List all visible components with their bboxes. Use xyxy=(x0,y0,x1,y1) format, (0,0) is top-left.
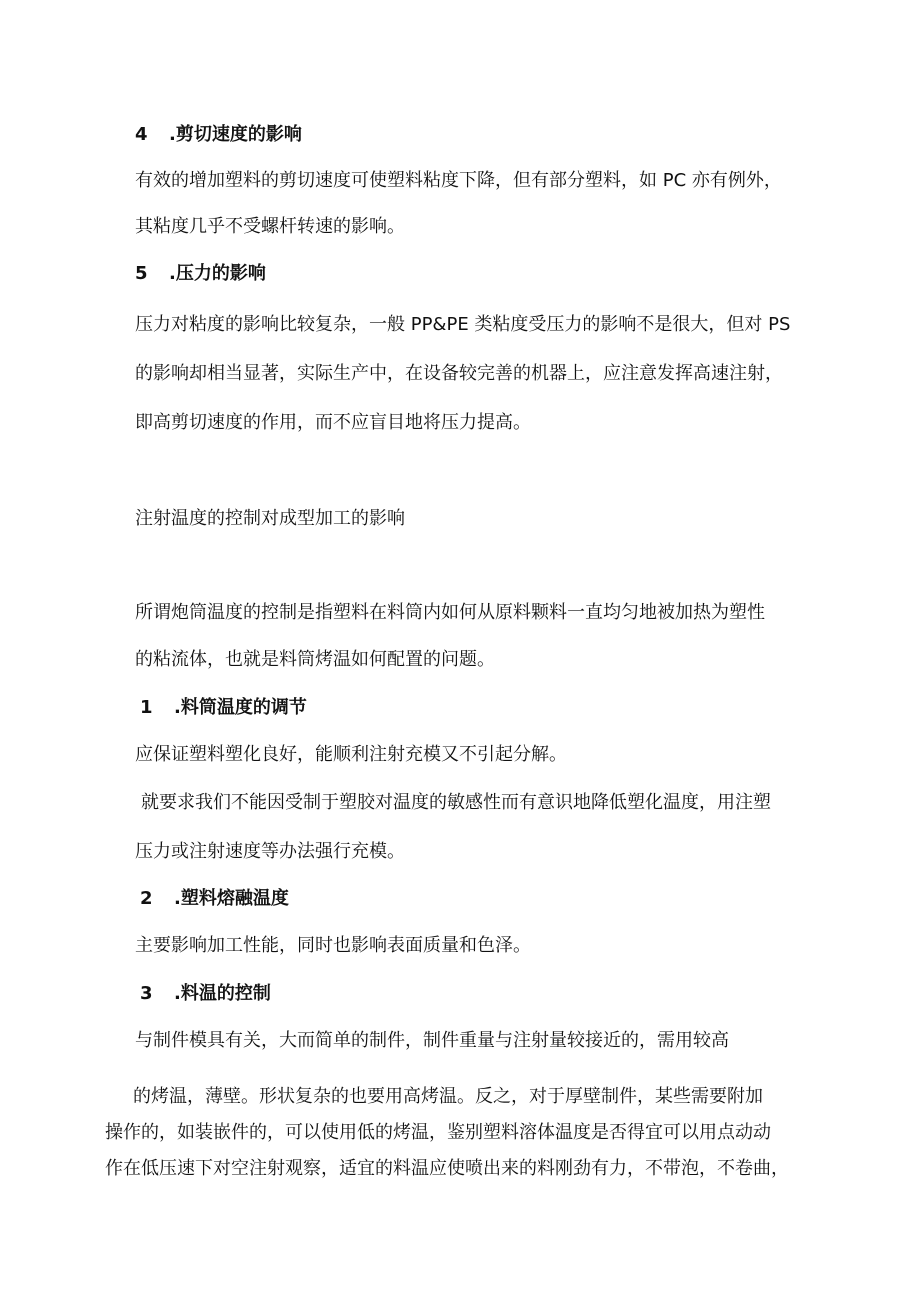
paragraph-line: 与制件模具有关，大而简单的制件，制件重量与注射量较接近的，需用较高 xyxy=(135,1030,729,1051)
temp-2-number: 2 xyxy=(140,888,153,909)
paragraph-line: 就要求我们不能因受制于塑胶对温度的敏感性而有意识地降低塑化温度，用注塑 xyxy=(141,792,771,813)
section-5-heading xyxy=(135,262,266,286)
section-5-number: 5 xyxy=(135,263,148,284)
paragraph-line: 作在低压速下对空注射观察，适宜的料温应使喷出来的料刚劲有力，不带泡，不卷曲， xyxy=(105,1158,789,1179)
paragraph-line: 的影响却相当显著，实际生产中，在设备较完善的机器上，应注意发挥高速注射， xyxy=(135,363,783,384)
paragraph-line: 的烤温，薄壁。形状复杂的也要用高烤温。反之，对于厚壁制件，某些需要附加 xyxy=(133,1086,763,1107)
paragraph-line: 其粘度几乎不受螺杆转速的影响。 xyxy=(135,216,405,237)
section-4-heading xyxy=(135,123,302,147)
paragraph-line: 有效的增加塑料的剪切速度可使塑料粘度下降，但有部分塑料，如 PC 亦有例外， xyxy=(135,170,782,191)
section-4-number: 4 xyxy=(135,124,148,145)
temp-1-title: .料筒温度的调节 xyxy=(174,697,307,718)
temp-3-heading xyxy=(140,982,271,1006)
paragraph-line: 操作的，如装嵌件的，可以使用低的烤温，鉴别塑料溶体温度是否得宜可以用点动动 xyxy=(105,1122,771,1143)
paragraph-line: 的粘流体，也就是料筒烤温如何配置的问题。 xyxy=(135,649,495,670)
paragraph-line: 即高剪切速度的作用，而不应盲目地将压力提高。 xyxy=(135,412,531,433)
temp-3-number: 3 xyxy=(140,983,153,1004)
section-4-title: .剪切速度的影响 xyxy=(169,124,302,145)
section-subtitle: 注射温度的控制对成型加工的影响 xyxy=(135,508,405,529)
paragraph-line: 压力或注射速度等办法强行充模。 xyxy=(135,841,405,862)
paragraph-line: 压力对粘度的影响比较复杂，一般 PP&PE 类粘度受压力的影响不是很大，但对 PS xyxy=(135,314,791,335)
paragraph-line: 所谓炮筒温度的控制是指塑料在料筒内如何从原料颗料一直均匀地被加热为塑性 xyxy=(135,602,765,623)
temp-1-heading xyxy=(140,696,307,720)
paragraph-line: 应保证塑料塑化良好，能顺利注射充模又不引起分解。 xyxy=(135,744,567,765)
temp-3-title: .料温的控制 xyxy=(174,983,271,1004)
section-5-title: .压力的影响 xyxy=(169,263,266,284)
paragraph-line: 主要影响加工性能，同时也影响表面质量和色泽。 xyxy=(135,935,531,956)
temp-2-heading xyxy=(140,887,289,911)
temp-1-number: 1 xyxy=(140,697,153,718)
temp-2-title: .塑料熔融温度 xyxy=(174,888,289,909)
